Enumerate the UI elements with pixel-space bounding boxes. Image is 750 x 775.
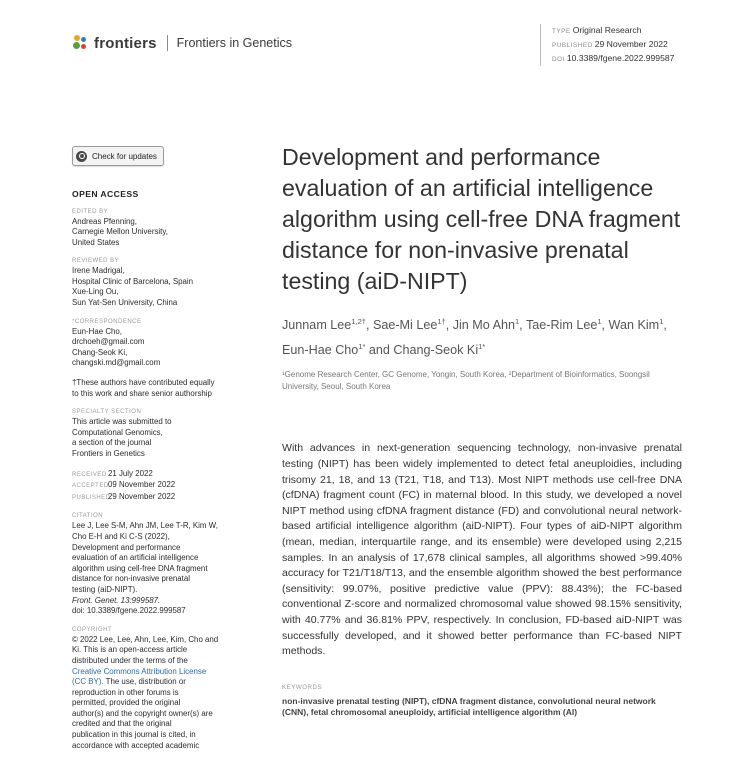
citation-doi[interactable]: doi: 10.3389/fgene.2022.999587 [72,606,186,616]
correspondence-list: Eun-Hae Cho, drchoeh@gmail.com Chang-Seok Ki, changski.md@gmail.com [72,327,240,369]
copyright-label: COPYRIGHT [72,626,113,633]
received-date: RECEIVED21 July 2022 [72,468,153,478]
citation-label: CITATION [72,513,104,520]
author[interactable]: Eun-Hae Cho$^{1*}$ [282,342,366,358]
author[interactable]: Wan Kim$^1$ [608,317,664,333]
specialty-section-label: SPECIALTY SECTION [72,409,142,416]
article-dates [72,469,240,504]
accepted-date: ACCEPTED09 November 2022 [72,480,176,490]
author-list: Junnam Lee$^{1,2\dagger}$, Sae-Mi Lee$^{1\dagger}$, Jin Mo Ahn$^1$, Tae-Rim Lee$^1$, Wan Kim$^1$, Eun-Hae Cho$^{1*}$ and Chang-Seok $Ki^{1*}$ [282,317,667,358]
published-date: PUBLISHED 29 November 2022 [552,39,668,49]
edited-by-label: EDITED BY [72,208,109,215]
copyright-text: © 2022 Lee, Lee, Ahn, Lee, Kim, Cho and Ki. This is an open-access article distributed under the terms of the Creative Commons Attribution License (CC BY). The use, distribution or reproduction in other forums is permitted, provided the original author(s) and the copyright owner(s) are credited and that the original publication in this journal is cited, in accordance with accepted academic [72,635,240,752]
abstract: With advances in next-generation sequencing technology, non-invasive prenatal testing (NIPT) has been widely implemented to detect fetal aneuploidies, including trisomy 21, 18, and 13 (T21, T18, and T13). Most NIPT methods use cell-free DNA (cfDNA) fragment count (FC) in maternal blood. In this study, we developed a novel NIPT method using cfDNA fragment distance (FD) and convolutional neural network-based artificial intelligence algorithm (aiD-NIPT). Four types of aiD-NIPT algorithm (mean, median, interquartile range, and its ensemble) were developed using 2,215 samples. In an analysis of 17,678 clinical samples, all algorithms showed >99.40% accuracy for T21/T18/T13, and the ensemble algorithm showed the best performance (sensitivity: 99.07%, positive predictive value (PPV): 88.43%); the FC-based conventional Z-score and normalized chromosomal value showed 98.15% sensitivity, with 40.77% and 36.81% PPV, respectively. In conclusion, FD-based aiD-NIPT was successfully developed, and it showed better performance than FC-based NIPT methods. [282,442,682,658]
article-doi[interactable]: DOI 10.3389/fgene.2022.999587 [552,53,675,63]
frontiers-logo-icon [72,34,90,52]
reviewed-by-label: REVIEWED BY [72,258,120,265]
logo-divider [167,35,168,51]
brand-name: frontiers [94,34,157,52]
contribution-note: †These authors have contributed equally to this work and share senior authorship [72,378,215,398]
article-meta [540,24,674,66]
author[interactable]: Sae-Mi Lee$^{1\dagger}$ [372,317,446,333]
published-date-sidebar: PUBLISHED29 November 2022 [72,491,176,501]
keywords-label: KEYWORDS [282,683,323,691]
email-link[interactable]: drchoeh@gmail.com [72,337,145,347]
keywords: non-invasive prenatal testing (NIPT), cfDNA fragment distance, convolutional neural network (CNN), fetal chromosomal aneuploidy, artificial intelligence algorithm (AI) [282,695,656,718]
check-for-updates-button[interactable]: Check for updates [72,146,164,166]
author[interactable]: Chang-Seok $Ki^{1*}$ [393,342,486,358]
article-type: TYPE Original Research [552,25,642,35]
citation-text: Lee J, Lee S-M, Ahn JM, Lee T-R, Kim W, Cho E-H and Ki C-S (2022), Development and performance evaluation of an artificial intelligence algorithm using cell-free DNA fragment distance for non-invasive prenatal testing (aiD-NIPT). Front. Genet. 13:999587. doi: 10.3389/fgene.2022.999587 [72,521,240,616]
article-sidebar [72,146,240,751]
journal-name: Frontiers in Genetics [176,36,292,50]
edited-by-list: Andreas Pfenning, Carnegie Mellon University, United States [72,216,168,247]
author[interactable]: Junnam Lee$^{1,2\dagger}$ [282,317,366,333]
article-header [0,0,750,120]
author[interactable]: Jin Mo Ahn$^1$ [452,317,520,333]
email-link[interactable]: changski.md@gmail.com [72,358,161,368]
correspondence-label: *CORRESPONDENCE [72,318,142,325]
reviewed-by-list: Irene Madrigal, Hospital Clinic of Barcelona, Spain Xue-Ling Ou, Sun Yat-Sen University, China [72,266,194,308]
update-check-icon [76,151,87,162]
license-link[interactable]: Creative Commons Attribution License [72,666,207,676]
frontiers-logo[interactable] [72,34,292,52]
affiliations: ¹Genome Research Center, GC Genome, Yongin, South Korea, ²Department of Bioinformatics, Soongsil University, Seoul, South Korea [282,370,650,391]
specialty-section: This article was submitted to Computational Genomics, a section of the journal Frontiers in Genetics [72,417,172,458]
license-abbr-link[interactable]: (CC BY). [72,677,104,687]
author[interactable]: Tae-Rim Lee$^1$ [525,317,602,333]
article-main [282,142,682,719]
open-access-label: OPEN ACCESS [72,188,139,199]
article-title: Development and performance evaluation of an artificial intelligence algorithm using cell-free DNA fragment distance for non-invasive prenatal testing (aiD-NIPT) [282,144,681,294]
